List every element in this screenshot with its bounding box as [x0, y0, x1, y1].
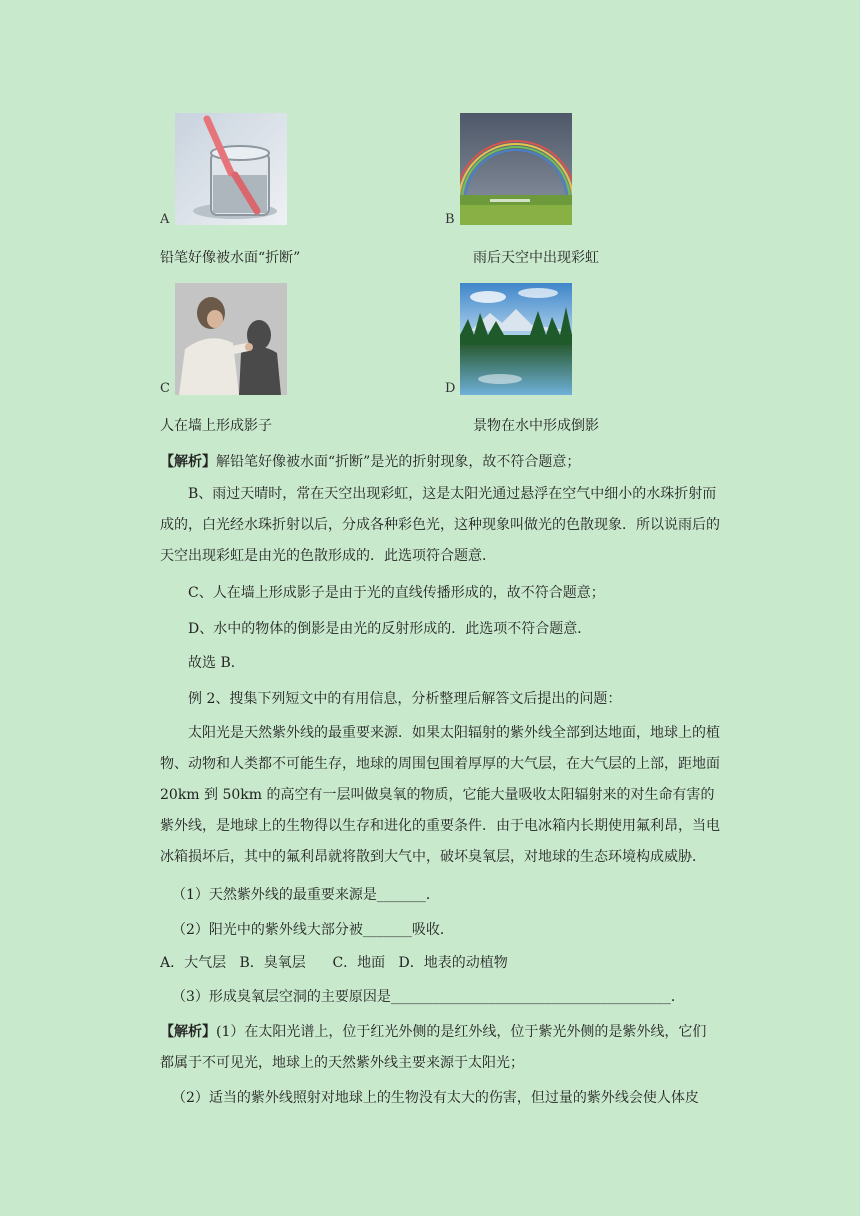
option-c-letter: C: [160, 381, 170, 396]
question-1: （1）天然紫外线的最重要来源是_______．: [172, 887, 440, 903]
option-d-caption: 景物在水中形成倒影: [473, 418, 599, 434]
question-2: （2）阳光中的紫外线大部分被_______吸收．: [172, 922, 454, 938]
option-a-caption: 铅笔好像被水面“折断”: [160, 250, 301, 266]
example-2-passage: 太阳光是天然紫外线的最重要来源．如果太阳辐射的紫外线全部到达地面，地球上的植物、动物和人类都不可能生存，地球的周围包围着厚厚的大气层，在大气层的上部，距地面 20km 到 50km 的高空有一层叫做臭氧的物质，它能大量吸收太阳辐射来的对生命有害的紫外线，是地球上的生物得以生存和进化的重要条件．由于电冰箱内长期使用氟利昂，当电冰箱损坏后，其中的氟利昂就将散到大气中，破坏臭氧层，对地球的生态环境构成威胁．: [160, 725, 720, 865]
option-b-letter: B: [445, 212, 455, 227]
analysis-1-first-line: [160, 451, 580, 471]
rainbow-image: [460, 113, 572, 225]
example-2-intro: 例 2、搜集下列短文中的有用信息，分析整理后解答文后提出的问题：: [188, 691, 622, 707]
analysis-2-paragraph-1: [160, 1017, 720, 1079]
analysis-2-paragraph-2: （2）适当的紫外线照射对地球上的生物没有太大的伤害，但过量的紫外线会使人体皮: [172, 1090, 699, 1106]
option-d-letter: D: [445, 381, 456, 396]
analysis-1-answer: 故选 B．: [188, 655, 245, 671]
option-b-caption: 雨后天空中出现彩虹: [473, 250, 599, 266]
analysis-1-option-b: B、雨过天晴时，常在天空出现彩虹，这是太阳光通过悬浮在空气中细小的水珠折射而成的，白光经水珠折射以后，分成各种彩色光，这种现象叫做光的色散现象．所以说雨后的天空出现彩虹是由光的色散形成的．此选项符合题意．: [160, 486, 720, 564]
option-a-letter: A: [160, 212, 170, 227]
analysis-1-option-d: D、水中的物体的倒影是由光的反射形成的．此选项不符合题意．: [188, 621, 592, 637]
analysis-1-tag: 【解析】: [160, 454, 216, 470]
analysis-2-text-1: (1）在太阳光谱上，位于红光外侧的是红外线，位于紫光外侧的是紫外线，它们都属于不可见光，地球上的天然紫外线主要来源于太阳光；: [160, 1024, 707, 1071]
analysis-2-tag: 【解析】: [160, 1024, 216, 1040]
question-3: （3）形成臭氧层空洞的主要原因是________________________________________．: [172, 989, 685, 1005]
analysis-1-text: 解铅笔好像被水面“折断”是光的折射现象，故不符合题意；: [216, 454, 581, 470]
option-c-caption: 人在墙上形成影子: [160, 418, 272, 434]
analysis-1-option-c: C、人在墙上形成影子是由于光的直线传播形成的，故不符合题意；: [188, 585, 605, 601]
pencil-in-water-image: [175, 113, 287, 225]
lake-reflection-image: [460, 283, 572, 395]
question-2-options: A．大气层 B．臭氧层 C．地面 D．地表的动植物: [160, 955, 508, 971]
child-shadow-image: [175, 283, 287, 395]
